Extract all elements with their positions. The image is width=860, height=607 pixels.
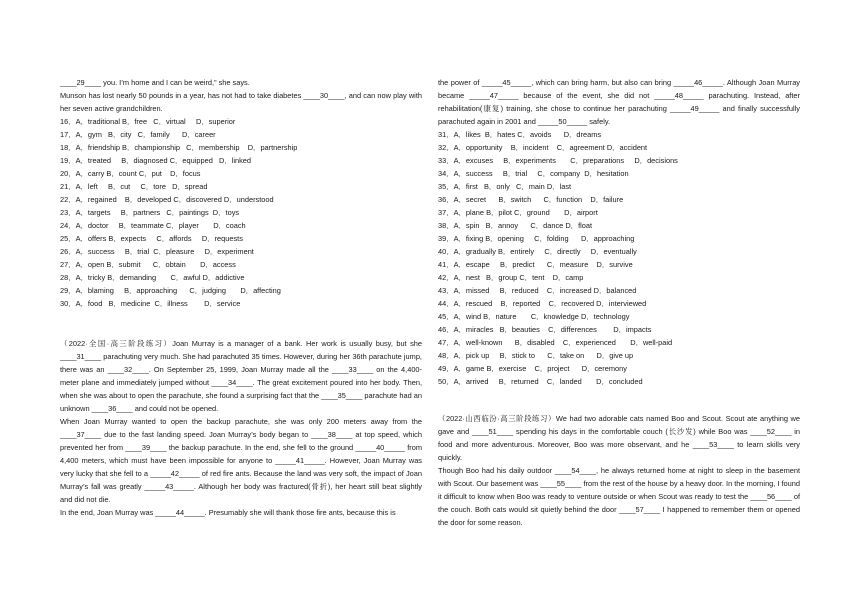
- option-16: 16．A．traditional B．free C．virtual D．superior: [60, 117, 236, 126]
- option-30: 30．A．food B．medicine C．illness D．service: [60, 299, 241, 308]
- option-41: 41．A．escape B．predict C．measure D．survive: [438, 260, 633, 269]
- option-40: 40．A．gradually B．entirely C．directly D．eventually: [438, 247, 637, 256]
- option-31: 31．A．likes B．hates C．avoids D．dreams: [438, 130, 602, 139]
- intro-line-2: Munson has lost nearly 50 pounds in a year, has not had to take diabetes ____30____, and can now play with her seven active grandchildren.: [60, 91, 422, 113]
- option-36: 36．A．secret B．switch C．function D．failure: [438, 195, 624, 204]
- passage2-paragraph-1: （2022·全国·高三阶段练习）Joan Murray is a manager of a bank. Her work is usually busy, but she ____31____ parachuting very much. She had parachuted 35 times. However, during her 36th parachute jump, there was an ____32____. On September 25, 1999, Joan Murray made all the ____33____ on the 4,400-meter plane and immediately jumped without ____34____. The great excitement poured into her body. Then, when she was about to open the parachute, she found a surprising fact that the ____35____ parachute had an unknown ____36____ and could not be opened.: [60, 339, 422, 413]
- option-38: 38．A．spin B．annoy C．dance D．float: [438, 221, 593, 230]
- option-25: 25．A．offers B．expects C．affords D．requests: [60, 234, 243, 243]
- options-31-50: [438, 128, 800, 388]
- intro-line-1: ____29____ you. I’m home and I can be weird,” she says.: [60, 78, 250, 87]
- option-46: 46．A．miracles B．beauties C．differences D．impacts: [438, 325, 652, 334]
- option-18: 18．A．friendship B．championship C．membership D．partnership: [60, 143, 298, 152]
- option-50: 50．A．arrived B．returned C．landed D．concluded: [438, 377, 643, 386]
- passage2-paragraph-2: When Joan Murray wanted to open the backup parachute, she was only 200 meters away from the ____37____ due to the fast landing speed. Joan Murray’s body began to ____38____ at top speed, which prevented her from ____39____ the backup parachute. In the end, she fell to the ground _____40_____ from 4,400 meters, which must have been impossible for anyone to _____41_____. However, Joan Murray was very lucky that she fell to a _____42_____ of red fire ants. Because the land was very soft, the impact of Joan Murray’s fall was greatly _____43_____. Although her body was fractured(骨折), her heart still beat slightly and did not die.: [60, 417, 422, 504]
- option-39: 39．A．fixing B．opening C．folding D．approaching: [438, 234, 635, 243]
- option-48: 48．A．pick up B．stick to C．take on D．give up: [438, 351, 634, 360]
- option-20: 20．A．carry B．count C．put D．focus: [60, 169, 201, 178]
- option-45: 45．A．wind B．nature C．knowledge D．technology: [438, 312, 630, 321]
- option-29: 29．A．blaming B．approaching C．judging D．affecting: [60, 286, 281, 295]
- option-49: 49．A．game B．exercise C．project D．ceremony: [438, 364, 627, 373]
- passage2-paragraph-3: In the end, Joan Murray was _____44_____. Presumably she will thank those fire ants, because this is: [60, 508, 396, 517]
- option-22: 22．A．regained B．developed C．discovered D．understood: [60, 195, 274, 204]
- option-37: 37．A．plane B．pilot C．ground D．airport: [438, 208, 598, 217]
- left-column: [60, 76, 422, 519]
- option-24: 24．A．doctor B．teammate C．player D．coach: [60, 221, 246, 230]
- option-35: 35．A．first B．only C．main D．last: [438, 182, 572, 191]
- option-19: 19．A．treated B．diagnosed C．equipped D．linked: [60, 156, 252, 165]
- option-27: 27．A．open B．submit C．obtain D．access: [60, 260, 236, 269]
- right-column: [438, 76, 800, 529]
- option-28: 28．A．tricky B．demanding C．awful D．addictive: [60, 273, 245, 282]
- passage2-continuation: the power of _____45_____, which can bring harm, but also can bring _____46_____. Although Joan Murray became _____47_____ because of the event, she did not _____48_____ parachuting. Instead, after rehabilitation(康复) training, she chose to continue her parachuting _____49_____ and finally successfully parachuted again in 2001 and _____50_____ safely.: [438, 78, 800, 126]
- option-42: 42．A．nest B．group C．tent D．camp: [438, 273, 584, 282]
- option-17: 17．A．gym B．city C．family D．career: [60, 130, 216, 139]
- passage3-paragraph-2: Though Boo had his daily outdoor ____54____, he always returned home at night to sleep in the basement with Scout. Our basement was ____55____ from the rest of the house by a heavy door. In the morning, I found it difficult to know when Boo was ready to venture outside or when Scout was ready to test the ____56____ of the couch. Both cats would sit quietly behind the door ____57____ I happened to remember them or opened the door for some reason.: [438, 466, 800, 527]
- option-43: 43．A．missed B．reduced C．increased D．balanced: [438, 286, 637, 295]
- option-47: 47．A．well-known B．disabled C．experienced D．well-paid: [438, 338, 673, 347]
- option-32: 32．A．opportunity B．incident C．agreement D．accident: [438, 143, 648, 152]
- options-16-30: [60, 115, 422, 310]
- option-44: 44．A．rescued B．reported C．recovered D．interviewed: [438, 299, 647, 308]
- passage3-paragraph-1: （2022·山西临汾·高三阶段练习）We had two adorable cats named Boo and Scout. Scout ate anything we gave and ____51____ spending his days in the comfortable couch (长沙发) while Boo was ____52____ in food and more adventurous. Moreover, Boo was more observant, and he ____53____ to learn skills very quickly.: [438, 414, 800, 462]
- option-23: 23．A．targets B．partners C．paintings D．toys: [60, 208, 240, 217]
- option-21: 21．A．left B．cut C．tore D．spread: [60, 182, 208, 191]
- option-33: 33．A．excuses B．experiments C．preparations D．decisions: [438, 156, 678, 165]
- option-26: 26．A．success B．trial C．pleasure D．experiment: [60, 247, 254, 256]
- option-34: 34．A．success B．trial C．company D．hesitation: [438, 169, 629, 178]
